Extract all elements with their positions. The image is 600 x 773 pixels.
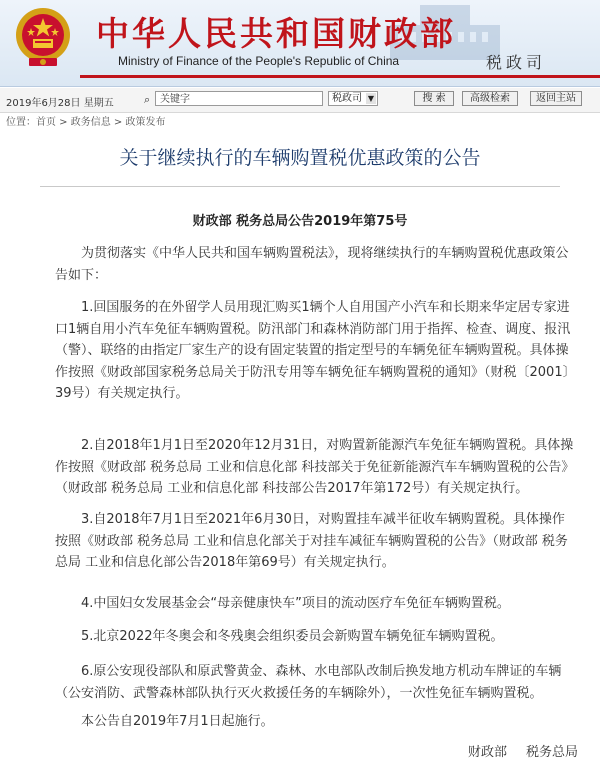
- scope-select[interactable]: [328, 91, 378, 106]
- item-paragraph-1: 1.回国服务的在外留学人员用现汇购买1辆个人自用国产小汽车和长期来华定居专家进口1辆自用小汽车免征车辆购置税。防汛部门和森林消防部门用于指挥、检查、调度、报汛（警）、联络的由指定厂家生产的设有固定装置的指定型号的车辆免征车辆购置税。具体操作按照《财政部国家税务总局关于防汛专用等车辆免征车辆购置税的通知》（财税〔2001〕39号）有关规定执行。: [55, 300, 571, 401]
- search-icon: ⌕: [144, 93, 151, 106]
- breadcrumb[interactable]: 位置：首页 > 政务信息 > 政策发布: [6, 117, 166, 128]
- site-title[interactable]: 中华人民共和国财政部: [96, 14, 456, 53]
- current-date: 2019年6月28日 星期五: [6, 98, 114, 109]
- item-paragraph-5: 5.北京2022年冬奥会和冬残奥会组织委员会新购置车辆免征车辆购置税。: [81, 629, 504, 644]
- search-input[interactable]: [144, 91, 323, 106]
- home-button[interactable]: 返回主站: [530, 91, 582, 106]
- header-divider: [80, 75, 600, 78]
- signature-ministry: 财政部: [468, 745, 508, 760]
- title-divider: [40, 186, 560, 187]
- item-paragraph-4: 4.中国妇女发展基金会“母亲健康快车”项目的流动医疗车免征车辆购置税。: [81, 596, 510, 611]
- document-number: 财政部 税务总局公告2019年第75号: [192, 214, 408, 229]
- item-paragraph-2: 2.自2018年1月1日至2020年12月31日，对购置新能源汽车免征车辆购置税。具体操作按照《财政部 税务总局 工业和信息化部 科技部关于免征新能源汽车车辆购置税的公告》（财政部 税务总局 工业和信息化部 科技部公告2017年第172号）有关规定执行。: [55, 438, 575, 496]
- site-title-english: Ministry of Finance of the People's Republic of China: [118, 54, 400, 68]
- department-name: 税政司: [486, 53, 547, 72]
- signature-tax-bureau: 税务总局: [526, 745, 579, 760]
- article-title: 关于继续执行的车辆购置税优惠政策的公告: [119, 147, 481, 169]
- effective-date-paragraph: 本公告自2019年7月1日起施行。: [81, 714, 274, 729]
- advanced-search-button[interactable]: 高级检索: [462, 91, 518, 106]
- intro-paragraph: 为贯彻落实《中华人民共和国车辆购置税法》，现将继续执行的车辆购置税优惠政策公告如下：: [55, 246, 569, 283]
- toolbar: [0, 88, 600, 113]
- scope-select-value: 税政司: [332, 93, 362, 104]
- site-header: [0, 0, 600, 87]
- search-button[interactable]: 搜 索: [414, 91, 454, 106]
- chevron-down-icon: ▼: [367, 94, 375, 103]
- item-paragraph-3: 3.自2018年7月1日至2021年6月30日，对购置挂车减半征收车辆购置税。具体操作按照《财政部 税务总局 工业和信息化部关于对挂车减征车辆购置税的公告》（财政部 税务总局 工业和信息化部公告2018年第69号）有关规定执行。: [55, 512, 568, 570]
- item-paragraph-6: 6.原公安现役部队和原武警黄金、森林、水电部队改制后换发地方机动车牌证的车辆（公安消防、武警森林部队执行灭火救援任务的车辆除外），一次性免征车辆购置税。: [55, 664, 562, 701]
- search-input-value: 关键字: [160, 94, 190, 105]
- national-emblem-icon[interactable]: [14, 6, 72, 70]
